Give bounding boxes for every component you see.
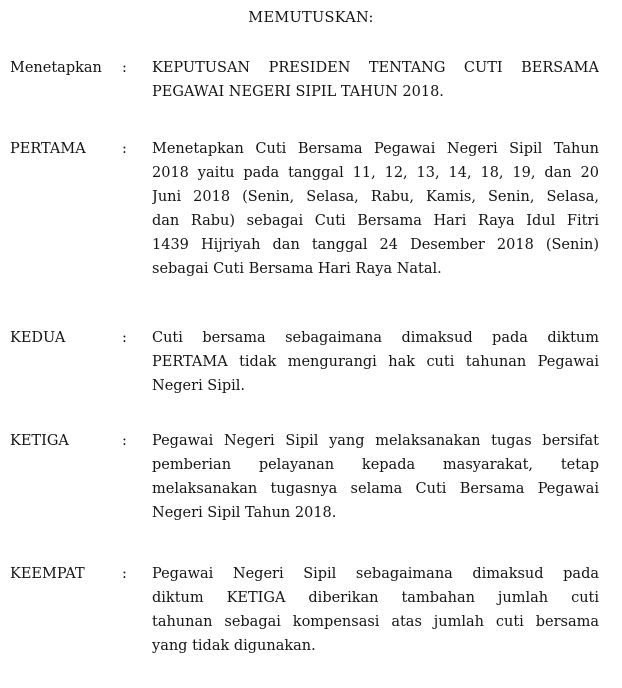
text-line: melaksanakan tugasnya selama Cuti Bersama Pegawai: [152, 481, 599, 497]
decision-heading-text: MEMUTUSKAN:: [248, 10, 374, 26]
text-line: Pegawai Negeri Sipil sebagaimana dimaksud pada: [152, 566, 599, 582]
text-line: sebagai Cuti Bersama Hari Raya Natal.: [152, 261, 442, 277]
text-line: pemberian pelayanan kepada masyarakat, tetap: [152, 457, 599, 473]
text-line: Juni 2018 (Senin, Selasa, Rabu, Kamis, Senin, Selasa,: [152, 189, 599, 205]
text-line: PERTAMA tidak mengurangi hak cuti tahunan Pegawai: [152, 354, 599, 370]
text-line: Menetapkan Cuti Bersama Pegawai Negeri Sipil Tahun: [152, 141, 599, 157]
section-text: [152, 562, 599, 658]
text-line: KEPUTUSAN PRESIDEN TENTANG CUTI BERSAMA: [152, 60, 599, 76]
section-label: Menetapkan: [10, 60, 102, 76]
section-colon: :: [122, 566, 127, 582]
section-text: [152, 326, 599, 398]
section-text: [152, 56, 599, 104]
section-text: [152, 137, 599, 281]
text-line: PEGAWAI NEGERI SIPIL TAHUN 2018.: [152, 84, 444, 100]
text-line: 2018 yaitu pada tanggal 11, 12, 13, 14, 18, 19, dan 20: [152, 165, 599, 181]
text-line: yang tidak digunakan.: [152, 638, 316, 654]
text-line: 1439 Hijriyah dan tanggal 24 Desember 2018 (Senin): [152, 237, 599, 253]
text-line: tahunan sebagai kompensasi atas jumlah cuti bersama: [152, 614, 599, 630]
decision-heading: [0, 8, 622, 28]
text-line: Cuti bersama sebagaimana dimaksud pada diktum: [152, 330, 599, 346]
text-line: Negeri Sipil.: [152, 378, 246, 394]
section-colon: :: [122, 60, 127, 76]
section-label: PERTAMA: [10, 141, 86, 157]
text-line: dan Rabu) sebagai Cuti Bersama Hari Raya Idul Fitri: [152, 213, 599, 229]
section-colon: :: [122, 433, 127, 449]
section-label: KETIGA: [10, 433, 69, 449]
text-line: diktum KETIGA diberikan tambahan jumlah cuti: [152, 590, 599, 606]
section-label: KEEMPAT: [10, 566, 85, 582]
section-colon: :: [122, 330, 127, 346]
section-colon: :: [122, 141, 127, 157]
section-label: KEDUA: [10, 330, 66, 346]
section-text: [152, 429, 599, 525]
text-line: Negeri Sipil Tahun 2018.: [152, 505, 337, 521]
text-line: Pegawai Negeri Sipil yang melaksanakan tugas bersifat: [152, 433, 599, 449]
